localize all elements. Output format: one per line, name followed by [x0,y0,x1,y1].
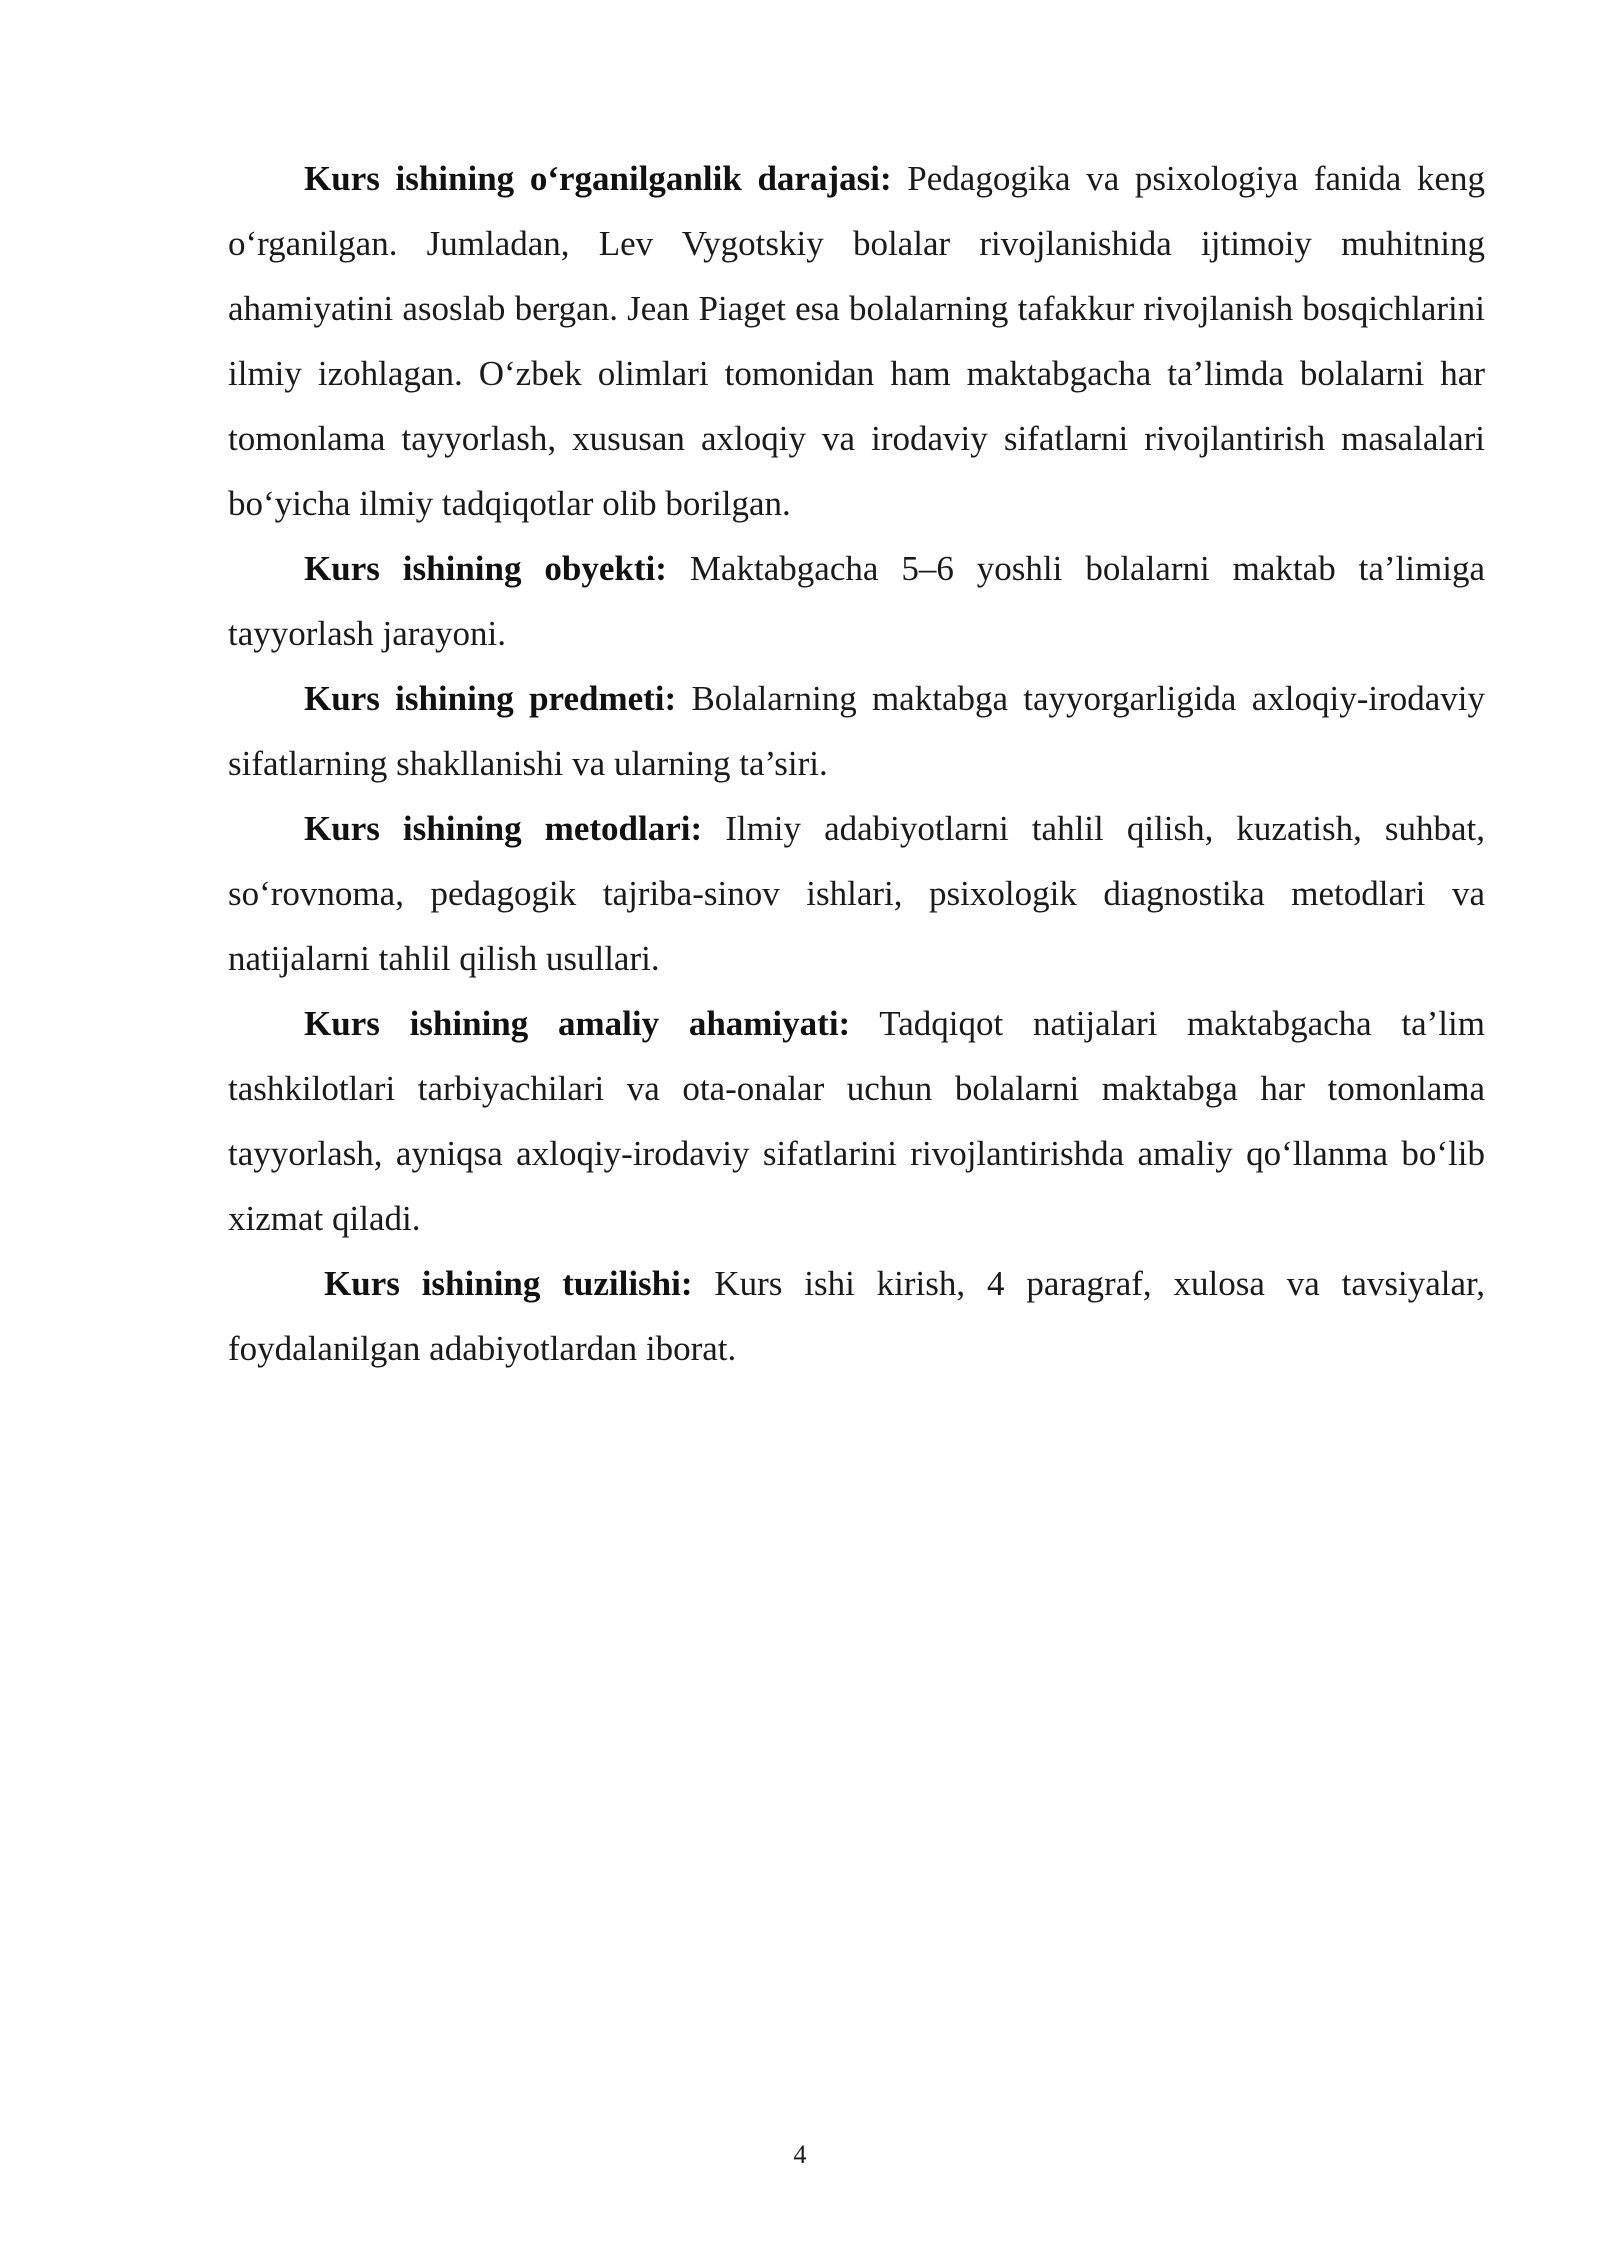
page-number: 4 [793,2140,807,2169]
paragraph-subject [228,666,1485,796]
paragraph-practical-significance [228,991,1485,1251]
paragraph-text: Kurs ishi kirish, 4 paragraf, xulosa va tavsiyalar, foydalanilgan adabiyotlardan iborat. [228,1264,1485,1368]
paragraph-label: Kurs ishining metodlari: [304,809,703,848]
page-body [228,146,1485,1381]
paragraph-text: Tadqiqot natijalari maktabgacha ta’lim tashkilotlari tarbiyachilari va ota-onalar uchun bolalarni maktabga har tomonlama tayyorlash, ayniqsa axloqiy-irodaviy sifatlarini rivojlantirishda amaliy qo‘llanma bo‘lib xizmat qiladi. [228,1004,1485,1238]
paragraph-text: Maktabgacha 5–6 yoshli bolalarni maktab ta’limiga tayyorlash jarayoni. [228,549,1485,653]
paragraph-object [228,536,1485,666]
paragraph-label: Kurs ishining amaliy ahamiyati: [304,1004,851,1043]
paragraph-text: Ilmiy adabiyotlarni tahlil qilish, kuzatish, suhbat, so‘rovnoma, pedagogik tajriba-sinov ishlari, psixologik diagnostika metodlari va natijalarni tahlil qilish usullari. [228,809,1486,978]
paragraph-label: Kurs ishining tuzilishi: [324,1264,693,1303]
paragraph-label: Kurs ishining predmeti: [304,679,677,718]
paragraph-label: Kurs ishining obyekti: [304,549,667,588]
paragraph-structure [228,1251,1485,1381]
paragraph-methods [228,796,1485,991]
paragraph-text: Bolalarning maktabga tayyorgarligida axloqiy-irodaviy sifatlarning shakllanishi va ularning ta’siri. [228,679,1486,783]
paragraph-research-level [228,146,1485,536]
paragraph-label: Kurs ishining o‘rganilganlik darajasi: [304,159,892,198]
paragraph-text: Pedagogika va psixologiya fanida keng o‘rganilgan. Jumladan, Lev Vygotskiy bolalar rivojlanishida ijtimoiy muhitning ahamiyatini asoslab bergan. Jean Piaget esa bolalarning tafakkur rivojlanish bosqichlarini ilmiy izohlagan. O‘zbek olimlari tomonidan ham maktabgacha ta’limda bolalarni har tomonlama tayyorlash, xususan axloqiy va irodaviy sifatlarni rivojlantirish masalalari bo‘yicha ilmiy tadqiqotlar olib borilgan. [228,159,1486,523]
